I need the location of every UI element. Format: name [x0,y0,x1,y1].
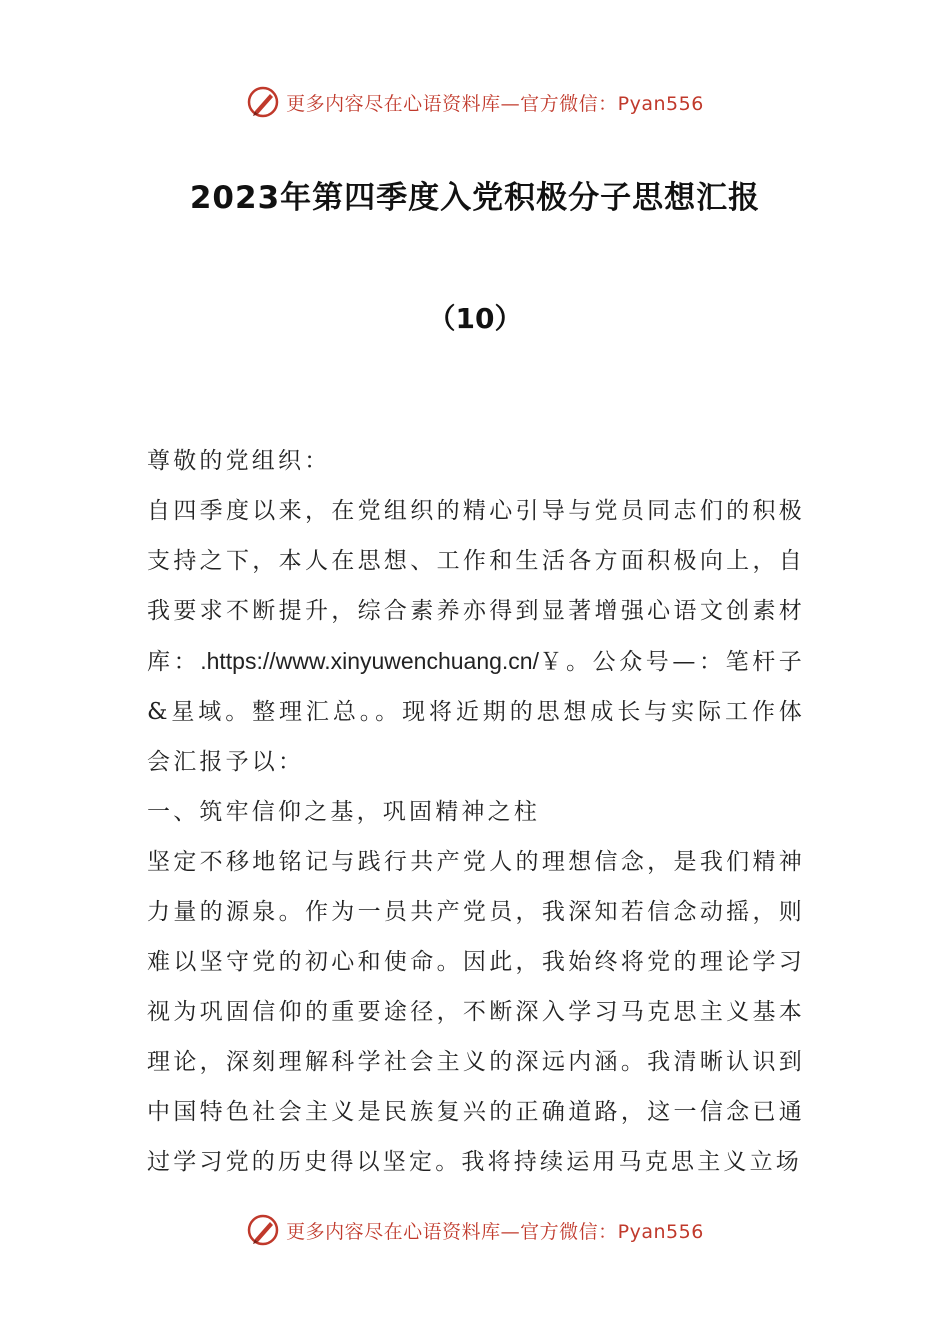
section-1-body: 坚定不移地铭记与践行共产党人的理想信念，是我们精神力量的源泉。作为一员共产党员，我深知若信念动摇，则难以坚守党的初心和使命。因此，我始终将党的理论学习视为巩固信仰的重要途径，不断深入学习马克思主义基本理论，深刻理解科学社会主义的深远内涵。我清晰认识到中国特色社会主义是民族复兴的正确道路，这一信念已通过学习党的历史得以坚定。我将持续运用马克思主义立场 [147,849,805,1175]
salutation: 尊敬的党组织： [147,448,331,474]
intro-paragraph: 自四季度以来，在党组织的精心引导与党员同志们的积极支持之下，本人在思想、工作和生活各方面积极向上，自我要求不断提升，综合素养亦得到显著增强心语文创素材库：.https://www.xinyuwenchuang.cn/￥。公众号—：笔杆子&星域。整理汇总。。现将近期的思想成长与实际工作体会汇报予以： [147,498,805,775]
document-title: 2023年第四季度入党积极分子思想汇报 [189,180,761,216]
pen-logo-icon [246,1213,280,1247]
intro-url: .https://www.xinyuwenchuang.cn/ [200,648,539,674]
watermark-wechat-id: Pyan556 [617,1220,704,1243]
watermark-text: 更多内容尽在心语资料库—官方微信：Pyan556 [286,1220,704,1243]
document-body [147,436,805,1187]
footer-watermark [0,1210,950,1250]
watermark-text: 更多内容尽在心语资料库—官方微信：Pyan556 [286,92,704,115]
document-subtitle: （10） [427,302,523,335]
section-1-heading: 一、筑牢信仰之基，巩固精神之柱 [147,799,540,825]
header-watermark [0,82,950,122]
watermark-wechat-id: Pyan556 [617,92,704,115]
pen-logo-icon [246,85,280,119]
